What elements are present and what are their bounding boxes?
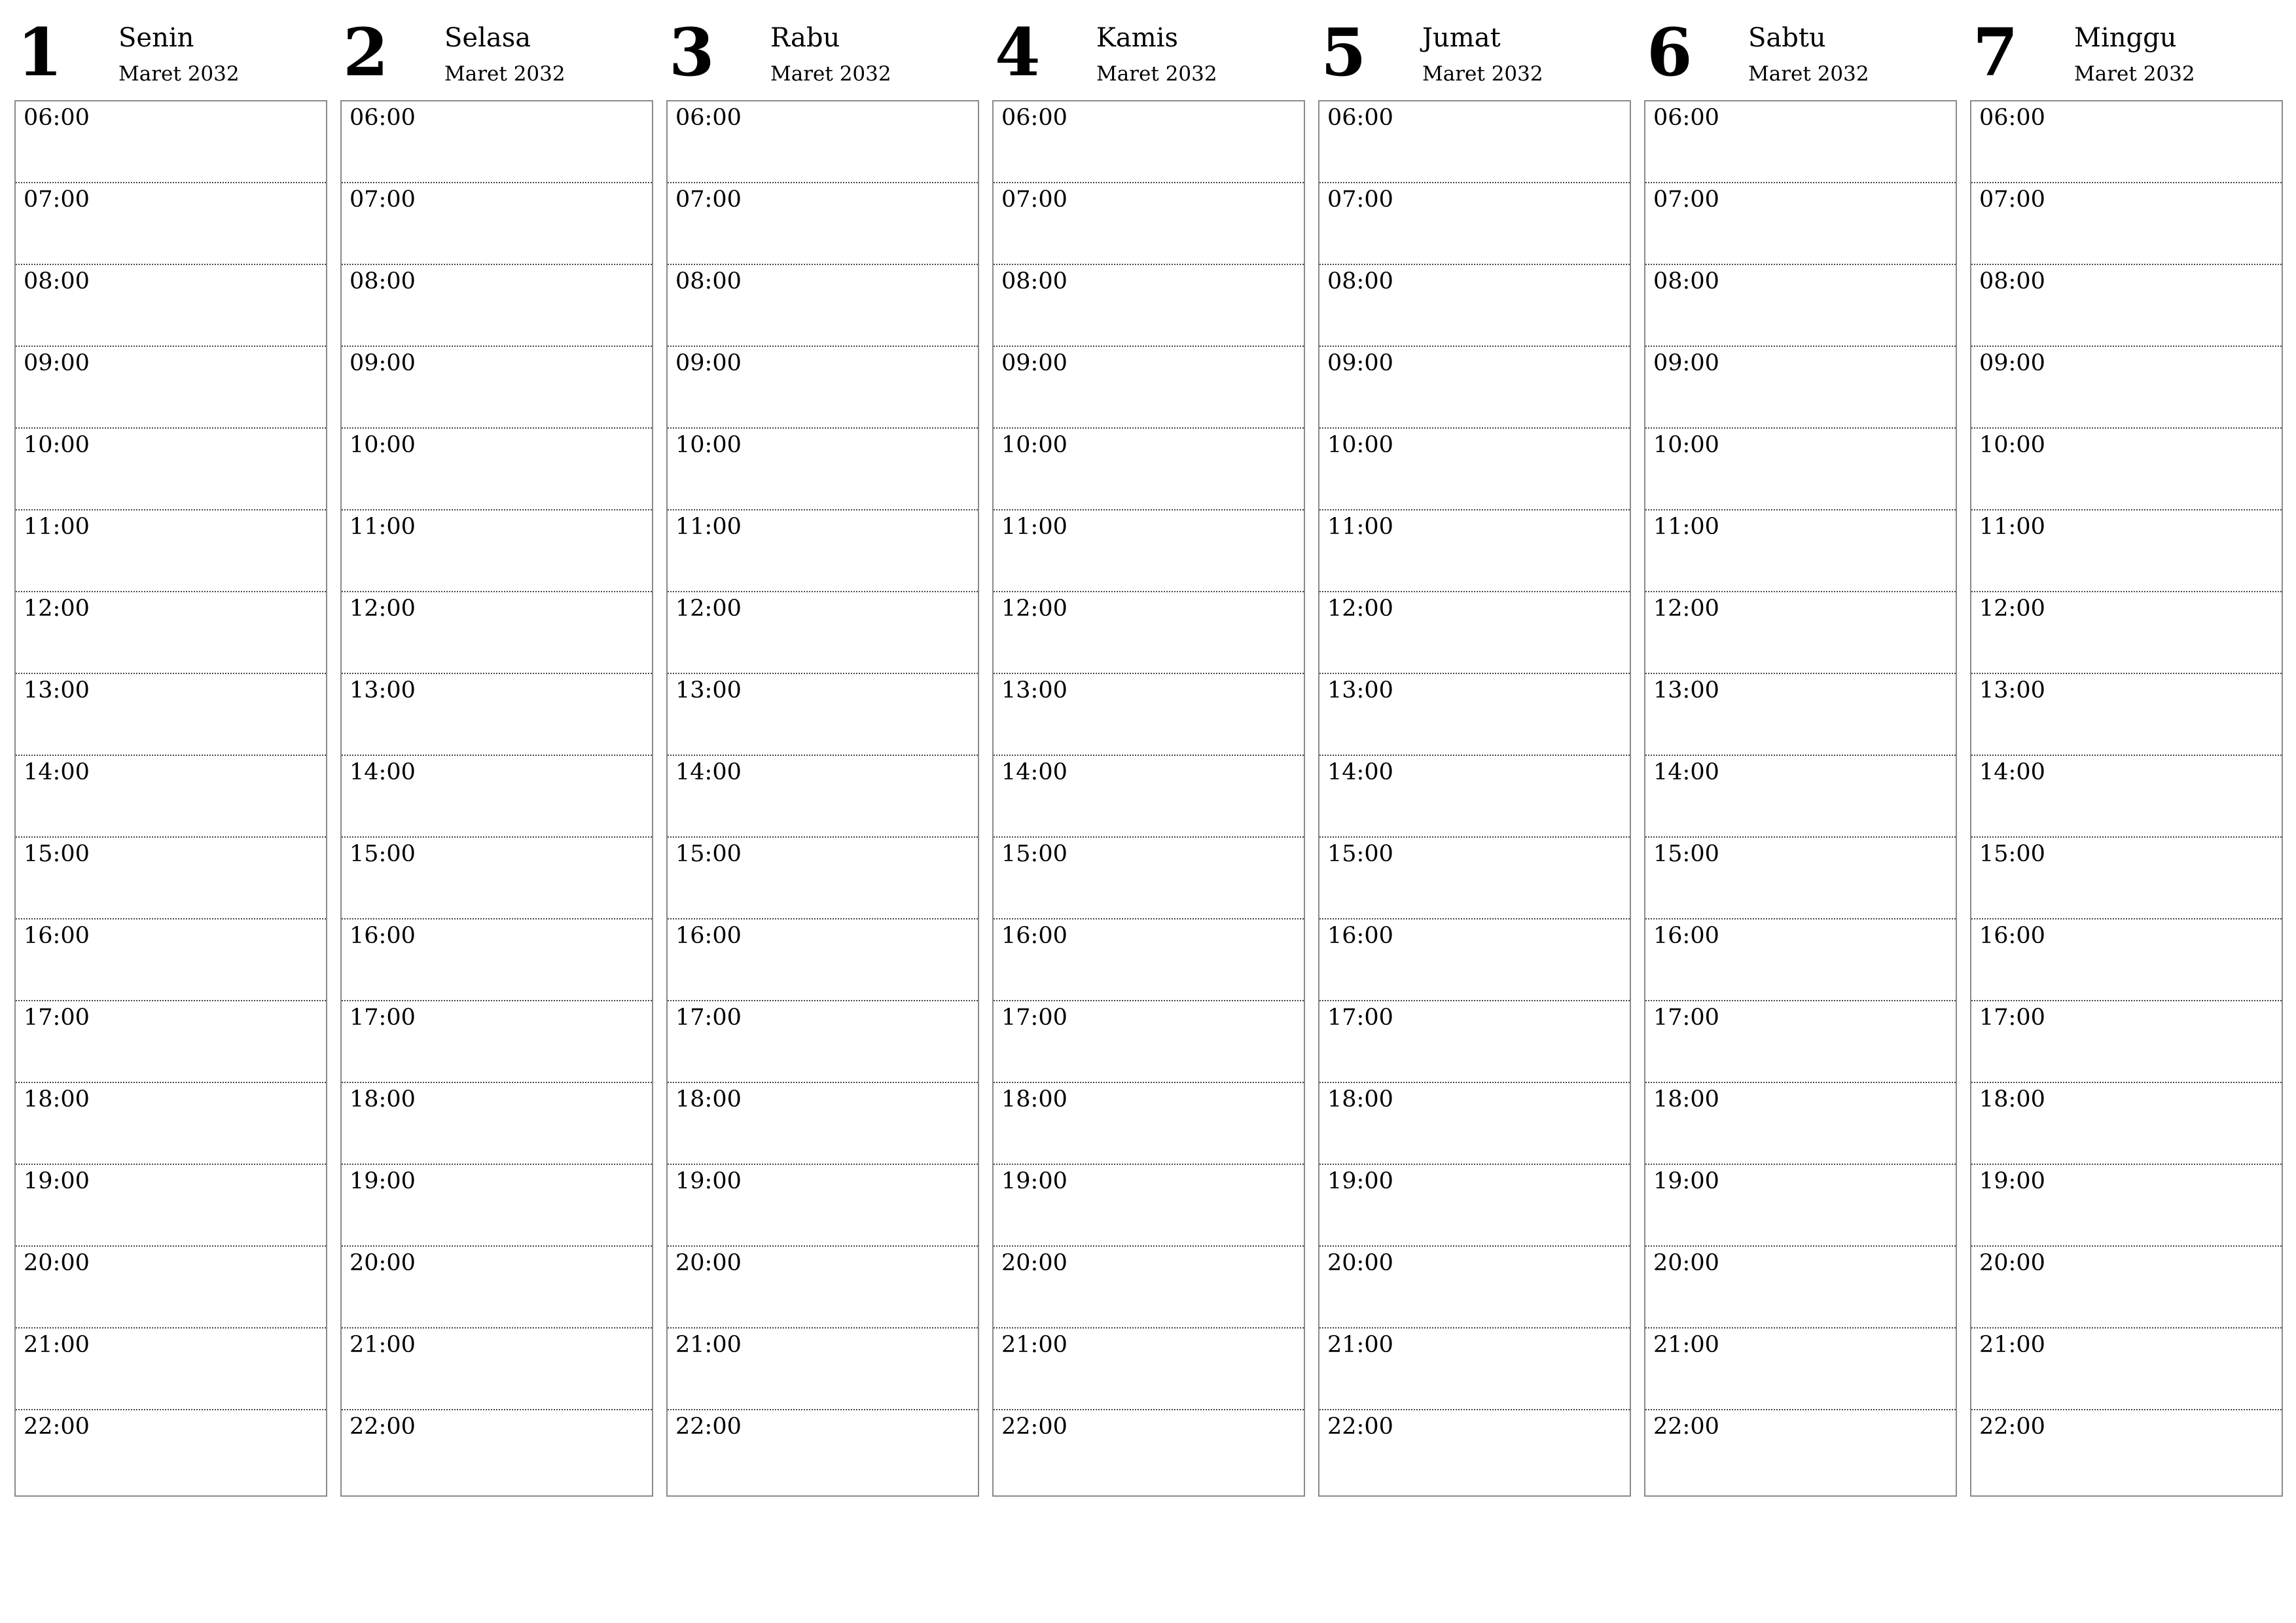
- time-slot[interactable]: [1319, 1247, 1630, 1329]
- time-label: 09:00: [1001, 350, 1067, 376]
- time-slot[interactable]: [342, 919, 652, 1001]
- day-column: [666, 0, 979, 1440]
- time-slot[interactable]: [1971, 265, 2282, 347]
- time-slot[interactable]: [668, 838, 978, 919]
- time-slot[interactable]: [1645, 592, 1956, 674]
- time-slot[interactable]: [342, 674, 652, 756]
- time-slot[interactable]: [994, 1410, 1304, 1492]
- time-label: 06:00: [1327, 105, 1393, 131]
- time-slot[interactable]: [342, 838, 652, 919]
- time-slot[interactable]: [1971, 838, 2282, 919]
- time-label: 16:00: [24, 923, 90, 949]
- time-slot[interactable]: [1319, 429, 1630, 510]
- time-slot[interactable]: [668, 674, 978, 756]
- time-label: 13:00: [350, 677, 416, 704]
- time-slot[interactable]: [668, 1165, 978, 1247]
- time-label: 11:00: [24, 514, 90, 540]
- time-slot[interactable]: [342, 1001, 652, 1083]
- time-slot[interactable]: [994, 756, 1304, 838]
- time-label: 09:00: [24, 350, 90, 376]
- time-label: 19:00: [1327, 1168, 1393, 1194]
- time-slot[interactable]: [1645, 1410, 1956, 1492]
- time-label: 22:00: [1653, 1414, 1719, 1440]
- time-label: 06:00: [24, 105, 90, 131]
- time-slot[interactable]: [342, 1329, 652, 1410]
- time-label: 13:00: [1327, 677, 1393, 704]
- time-label: 21:00: [1001, 1332, 1067, 1358]
- time-slot[interactable]: [668, 592, 978, 674]
- time-label: 15:00: [350, 841, 416, 867]
- time-label: 06:00: [1653, 105, 1719, 131]
- time-slot[interactable]: [994, 1247, 1304, 1329]
- time-slot[interactable]: [16, 429, 326, 510]
- time-slot[interactable]: [1971, 1329, 2282, 1410]
- time-slot[interactable]: [1645, 756, 1956, 838]
- time-label: 12:00: [1979, 596, 2045, 622]
- time-label: 06:00: [350, 105, 416, 131]
- time-slot[interactable]: [1319, 101, 1630, 183]
- day-month: Maret 2032: [1096, 62, 1217, 86]
- time-label: 07:00: [1327, 187, 1393, 213]
- time-label: 19:00: [1001, 1168, 1067, 1194]
- time-label: 10:00: [1979, 432, 2045, 458]
- time-label: 21:00: [350, 1332, 416, 1358]
- day-name: Minggu: [2074, 23, 2177, 53]
- day-name: Selasa: [444, 23, 531, 53]
- time-label: 19:00: [675, 1168, 742, 1194]
- day-month: Maret 2032: [1422, 62, 1543, 86]
- time-slot[interactable]: [668, 1329, 978, 1410]
- time-slot[interactable]: [342, 592, 652, 674]
- time-slot[interactable]: [1971, 756, 2282, 838]
- time-label: 15:00: [24, 841, 90, 867]
- day-name: Senin: [118, 23, 194, 53]
- time-label: 07:00: [350, 187, 416, 213]
- time-slot[interactable]: [1645, 1329, 1956, 1410]
- time-label: 12:00: [24, 596, 90, 622]
- time-label: 11:00: [675, 514, 742, 540]
- day-schedule-box: [340, 100, 653, 1497]
- time-label: 17:00: [1653, 1005, 1719, 1031]
- day-schedule-box: [1970, 100, 2283, 1497]
- time-label: 08:00: [1327, 268, 1393, 294]
- time-slot[interactable]: [994, 674, 1304, 756]
- time-slot[interactable]: [994, 265, 1304, 347]
- time-slot[interactable]: [1971, 1247, 2282, 1329]
- time-label: 16:00: [675, 923, 742, 949]
- time-label: 13:00: [1653, 677, 1719, 704]
- time-label: 14:00: [1979, 759, 2045, 785]
- time-slot[interactable]: [1645, 919, 1956, 1001]
- time-slot[interactable]: [342, 429, 652, 510]
- time-slot[interactable]: [1971, 347, 2282, 429]
- day-name: Jumat: [1422, 23, 1501, 53]
- time-label: 07:00: [24, 187, 90, 213]
- time-slot[interactable]: [16, 756, 326, 838]
- time-slot[interactable]: [994, 429, 1304, 510]
- time-slot[interactable]: [994, 101, 1304, 183]
- day-header: [14, 0, 327, 100]
- time-slot[interactable]: [1319, 1165, 1630, 1247]
- time-slot[interactable]: [668, 429, 978, 510]
- time-label: 19:00: [1979, 1168, 2045, 1194]
- day-number: 2: [343, 14, 389, 91]
- day-name: Rabu: [770, 23, 840, 53]
- day-header: [1644, 0, 1957, 100]
- time-label: 16:00: [1653, 923, 1719, 949]
- time-label: 09:00: [675, 350, 742, 376]
- time-slot[interactable]: [342, 101, 652, 183]
- time-label: 09:00: [1653, 350, 1719, 376]
- time-slot[interactable]: [16, 101, 326, 183]
- time-label: 09:00: [350, 350, 416, 376]
- day-month: Maret 2032: [2074, 62, 2195, 86]
- time-label: 14:00: [1001, 759, 1067, 785]
- day-number: 1: [17, 14, 63, 91]
- time-slot[interactable]: [1319, 919, 1630, 1001]
- day-month: Maret 2032: [444, 62, 565, 86]
- time-slot[interactable]: [342, 1247, 652, 1329]
- time-slot[interactable]: [1971, 674, 2282, 756]
- time-label: 19:00: [24, 1168, 90, 1194]
- time-label: 18:00: [350, 1086, 416, 1113]
- time-label: 06:00: [1001, 105, 1067, 131]
- time-label: 10:00: [1653, 432, 1719, 458]
- time-label: 16:00: [350, 923, 416, 949]
- time-slot[interactable]: [16, 347, 326, 429]
- time-slot[interactable]: [1319, 1329, 1630, 1410]
- time-slot[interactable]: [16, 592, 326, 674]
- time-label: 14:00: [675, 759, 742, 785]
- time-label: 10:00: [1327, 432, 1393, 458]
- time-label: 21:00: [1327, 1332, 1393, 1358]
- time-slot[interactable]: [1971, 1165, 2282, 1247]
- time-slot[interactable]: [1319, 510, 1630, 592]
- time-slot[interactable]: [1319, 592, 1630, 674]
- time-slot[interactable]: [1319, 265, 1630, 347]
- time-label: 12:00: [1001, 596, 1067, 622]
- time-slot[interactable]: [668, 1410, 978, 1492]
- time-slot[interactable]: [16, 183, 326, 265]
- day-column: [14, 0, 327, 1440]
- time-slot[interactable]: [994, 1001, 1304, 1083]
- time-label: 18:00: [1327, 1086, 1393, 1113]
- day-header: [1970, 0, 2283, 100]
- time-slot[interactable]: [668, 1247, 978, 1329]
- time-slot[interactable]: [994, 592, 1304, 674]
- time-label: 06:00: [675, 105, 742, 131]
- time-slot[interactable]: [1971, 1083, 2282, 1165]
- time-label: 10:00: [675, 432, 742, 458]
- day-schedule-box: [1318, 100, 1631, 1497]
- time-slot[interactable]: [1645, 1001, 1956, 1083]
- time-slot[interactable]: [994, 347, 1304, 429]
- time-label: 22:00: [350, 1414, 416, 1440]
- time-slot[interactable]: [1971, 510, 2282, 592]
- time-slot[interactable]: [668, 265, 978, 347]
- time-label: 08:00: [24, 268, 90, 294]
- time-slot[interactable]: [1971, 592, 2282, 674]
- time-label: 12:00: [1653, 596, 1719, 622]
- time-label: 16:00: [1327, 923, 1393, 949]
- time-label: 08:00: [675, 268, 742, 294]
- time-label: 13:00: [675, 677, 742, 704]
- time-slot[interactable]: [342, 347, 652, 429]
- day-header: [666, 0, 979, 100]
- time-label: 17:00: [350, 1005, 416, 1031]
- time-slot[interactable]: [994, 919, 1304, 1001]
- time-label: 12:00: [675, 596, 742, 622]
- time-slot[interactable]: [1645, 674, 1956, 756]
- day-name: Sabtu: [1748, 23, 1826, 53]
- day-schedule-box: [666, 100, 979, 1497]
- time-slot[interactable]: [342, 1165, 652, 1247]
- time-slot[interactable]: [1319, 756, 1630, 838]
- time-slot[interactable]: [1319, 838, 1630, 919]
- time-slot[interactable]: [1645, 1165, 1956, 1247]
- time-slot[interactable]: [668, 1001, 978, 1083]
- time-label: 07:00: [675, 187, 742, 213]
- time-label: 11:00: [1001, 514, 1067, 540]
- day-number: 7: [1973, 14, 2018, 91]
- time-label: 20:00: [1653, 1250, 1719, 1276]
- time-slot[interactable]: [1645, 183, 1956, 265]
- day-month: Maret 2032: [118, 62, 240, 86]
- time-slot[interactable]: [16, 674, 326, 756]
- time-label: 21:00: [1979, 1332, 2045, 1358]
- time-label: 18:00: [1001, 1086, 1067, 1113]
- time-label: 20:00: [675, 1250, 742, 1276]
- time-slot[interactable]: [668, 510, 978, 592]
- day-number: 5: [1321, 14, 1367, 91]
- day-header: [1318, 0, 1631, 100]
- time-label: 17:00: [1979, 1005, 2045, 1031]
- time-label: 07:00: [1001, 187, 1067, 213]
- day-month: Maret 2032: [770, 62, 891, 86]
- time-label: 08:00: [1653, 268, 1719, 294]
- time-slot[interactable]: [1645, 347, 1956, 429]
- time-slot[interactable]: [994, 1083, 1304, 1165]
- time-label: 15:00: [1653, 841, 1719, 867]
- time-label: 14:00: [1653, 759, 1719, 785]
- time-label: 06:00: [1979, 105, 2045, 131]
- time-label: 13:00: [1979, 677, 2045, 704]
- time-label: 18:00: [1653, 1086, 1719, 1113]
- time-label: 17:00: [675, 1005, 742, 1031]
- day-header: [992, 0, 1305, 100]
- time-slot[interactable]: [16, 1001, 326, 1083]
- day-schedule-box: [1644, 100, 1957, 1497]
- time-slot[interactable]: [1645, 510, 1956, 592]
- time-label: 08:00: [350, 268, 416, 294]
- time-slot[interactable]: [1971, 183, 2282, 265]
- time-slot[interactable]: [16, 919, 326, 1001]
- time-slot[interactable]: [342, 1410, 652, 1492]
- time-label: 22:00: [1979, 1414, 2045, 1440]
- time-slot[interactable]: [994, 183, 1304, 265]
- time-slot[interactable]: [16, 1329, 326, 1410]
- time-label: 13:00: [1001, 677, 1067, 704]
- time-label: 19:00: [1653, 1168, 1719, 1194]
- day-number: 3: [669, 14, 715, 91]
- time-slot[interactable]: [342, 265, 652, 347]
- day-number: 4: [995, 14, 1041, 91]
- time-slot[interactable]: [1971, 101, 2282, 183]
- time-label: 14:00: [24, 759, 90, 785]
- day-header: [340, 0, 653, 100]
- time-label: 20:00: [24, 1250, 90, 1276]
- time-slot[interactable]: [1645, 1083, 1956, 1165]
- time-label: 18:00: [675, 1086, 742, 1113]
- time-slot[interactable]: [994, 838, 1304, 919]
- time-slot[interactable]: [1645, 265, 1956, 347]
- time-slot[interactable]: [1645, 429, 1956, 510]
- time-slot[interactable]: [1971, 429, 2282, 510]
- time-slot[interactable]: [668, 919, 978, 1001]
- time-label: 18:00: [24, 1086, 90, 1113]
- time-slot[interactable]: [994, 510, 1304, 592]
- time-label: 16:00: [1979, 923, 2045, 949]
- day-column: [1318, 0, 1631, 1440]
- time-label: 11:00: [1327, 514, 1393, 540]
- time-slot[interactable]: [1319, 674, 1630, 756]
- time-slot[interactable]: [342, 1083, 652, 1165]
- time-label: 08:00: [1001, 268, 1067, 294]
- time-slot[interactable]: [1971, 919, 2282, 1001]
- time-label: 17:00: [1001, 1005, 1067, 1031]
- time-slot[interactable]: [994, 1165, 1304, 1247]
- time-label: 11:00: [1653, 514, 1719, 540]
- time-label: 13:00: [24, 677, 90, 704]
- time-slot[interactable]: [1319, 1083, 1630, 1165]
- day-column: [340, 0, 653, 1440]
- time-label: 21:00: [1653, 1332, 1719, 1358]
- time-slot[interactable]: [668, 756, 978, 838]
- time-slot[interactable]: [1319, 1410, 1630, 1492]
- time-label: 22:00: [1001, 1414, 1067, 1440]
- time-slot[interactable]: [16, 1083, 326, 1165]
- time-label: 17:00: [24, 1005, 90, 1031]
- time-label: 09:00: [1327, 350, 1393, 376]
- day-column: [992, 0, 1305, 1440]
- day-number: 6: [1647, 14, 1693, 91]
- time-slot[interactable]: [16, 265, 326, 347]
- time-slot[interactable]: [16, 1247, 326, 1329]
- time-slot[interactable]: [1645, 101, 1956, 183]
- time-label: 22:00: [1327, 1414, 1393, 1440]
- day-column: [1970, 0, 2283, 1440]
- time-label: 08:00: [1979, 268, 2045, 294]
- time-label: 20:00: [350, 1250, 416, 1276]
- time-slot[interactable]: [1645, 838, 1956, 919]
- time-label: 15:00: [1979, 841, 2045, 867]
- day-schedule-box: [992, 100, 1305, 1497]
- time-label: 22:00: [24, 1414, 90, 1440]
- time-label: 12:00: [350, 596, 416, 622]
- time-label: 07:00: [1979, 187, 2045, 213]
- time-label: 15:00: [1327, 841, 1393, 867]
- time-slot[interactable]: [342, 756, 652, 838]
- time-label: 15:00: [675, 841, 742, 867]
- time-label: 21:00: [675, 1332, 742, 1358]
- time-slot[interactable]: [1645, 1247, 1956, 1329]
- time-slot[interactable]: [668, 1083, 978, 1165]
- day-month: Maret 2032: [1748, 62, 1869, 86]
- time-slot[interactable]: [16, 1410, 326, 1492]
- time-label: 18:00: [1979, 1086, 2045, 1113]
- time-label: 15:00: [1001, 841, 1067, 867]
- time-slot[interactable]: [342, 183, 652, 265]
- time-slot[interactable]: [16, 1165, 326, 1247]
- time-slot[interactable]: [668, 183, 978, 265]
- time-slot[interactable]: [16, 510, 326, 592]
- time-slot[interactable]: [994, 1329, 1304, 1410]
- time-label: 11:00: [1979, 514, 2045, 540]
- time-label: 20:00: [1327, 1250, 1393, 1276]
- time-label: 07:00: [1653, 187, 1719, 213]
- time-label: 11:00: [350, 514, 416, 540]
- time-slot[interactable]: [1319, 1001, 1630, 1083]
- time-label: 14:00: [350, 759, 416, 785]
- time-slot[interactable]: [1971, 1410, 2282, 1492]
- time-slot[interactable]: [1319, 347, 1630, 429]
- time-slot[interactable]: [16, 838, 326, 919]
- time-label: 17:00: [1327, 1005, 1393, 1031]
- time-label: 10:00: [24, 432, 90, 458]
- time-slot[interactable]: [668, 101, 978, 183]
- time-slot[interactable]: [668, 347, 978, 429]
- time-label: 22:00: [675, 1414, 742, 1440]
- time-slot[interactable]: [342, 510, 652, 592]
- day-name: Kamis: [1096, 23, 1178, 53]
- time-slot[interactable]: [1319, 183, 1630, 265]
- time-label: 20:00: [1001, 1250, 1067, 1276]
- day-column: [1644, 0, 1957, 1440]
- time-label: 12:00: [1327, 596, 1393, 622]
- time-label: 19:00: [350, 1168, 416, 1194]
- time-slot[interactable]: [1971, 1001, 2282, 1083]
- day-schedule-box: [14, 100, 327, 1497]
- time-label: 09:00: [1979, 350, 2045, 376]
- time-label: 20:00: [1979, 1250, 2045, 1276]
- time-label: 14:00: [1327, 759, 1393, 785]
- time-label: 21:00: [24, 1332, 90, 1358]
- time-label: 10:00: [350, 432, 416, 458]
- time-label: 10:00: [1001, 432, 1067, 458]
- time-label: 16:00: [1001, 923, 1067, 949]
